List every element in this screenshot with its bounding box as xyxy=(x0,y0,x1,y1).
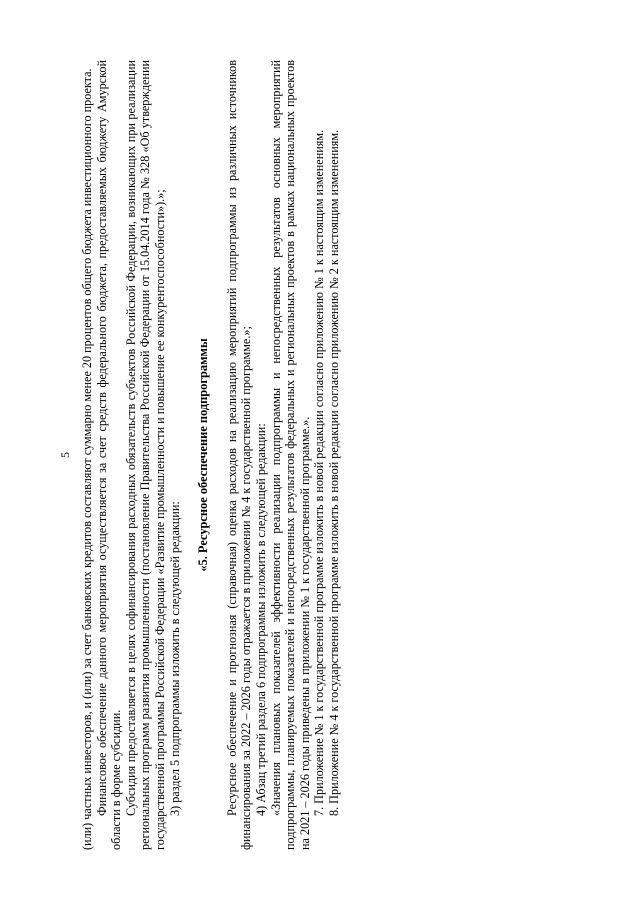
paragraph-section-6-amendment: 4) Абзац третий раздела 6 подпрограммы изложить в следующей редакции: xyxy=(253,423,268,816)
page-number: 5 xyxy=(58,452,72,458)
paragraph-investors-budget: (или) частных инвесторов, и (или) за счет банковских кредитов составляют суммарно менее 20 процентов общего бюджета инвестиционного проекта. xyxy=(80,68,94,850)
section-heading-resources: «5. Ресурсное обеспечение подпрограммы xyxy=(196,338,211,572)
paragraph-appendix-4: 8. Приложение № 4 к государственной программе изложить в новой редакции согласно приложению № 2 к настоящим изменениям. xyxy=(326,129,341,816)
paragraph-appendix-1: 7. Приложение № 1 к государственной программе изложить в новой редакции согласно приложению № 1 к настоящим изменениям. xyxy=(312,129,327,816)
paragraph-resource-estimate: Ресурсное обеспечение и прогнозная (справочная) оценка расходов на реализацию мероприятий подпрограммы из различных источников финансирования за 2022 – 2026 годы отражается в приложении № 4 к государственной программе.»; xyxy=(224,60,254,850)
paragraph-section-5-amendment: 3) раздел 5 подпрограммы изложить в следующей редакции: xyxy=(167,501,182,816)
paragraph-subsidy: Субсидия предоставляется в целях софинансирования расходных обязательств субъектов Российской Федерации, возникающих при реализации региональных программ развития промышленности (постановление Правительства Российской Федерации от 15.04.2014 года № 328 «Об утверждении государственной программы Российской Федерации «Развитие промышленности и повышение ее конкурентоспособности»).»; xyxy=(123,60,167,850)
rotated-document-page xyxy=(58,60,342,850)
paragraph-indicator-values: «Значения плановых показателей эффективности реализации подпрограммы и непосредственных результатов основных мероприятий подпрограммы, планируемых показателей и непосредственных результатов федеральных и региональных проектов в рамках национальных проектов на 2021 – 2026 годы приведены в приложении № 1 к государственной программе.». xyxy=(268,60,312,850)
paragraph-financing: Финансовое обеспечение данного мероприятия осуществляется за счет средств федерального бюджета, предоставляемых бюджету Амурской области в форме субсидии. xyxy=(94,60,124,850)
